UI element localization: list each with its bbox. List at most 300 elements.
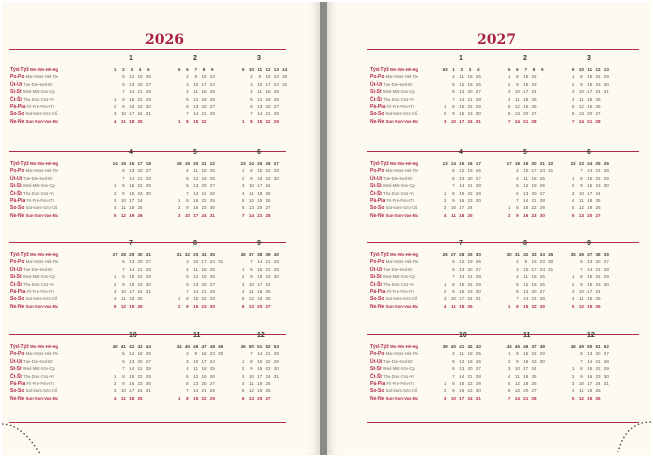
week-number: 37 [248, 252, 254, 257]
day-label-names: Tue-Die-Ked-Вт [382, 175, 413, 181]
day-row [111, 81, 152, 88]
day-cell: 23 [595, 81, 601, 87]
week-number: 8 [532, 67, 536, 72]
day-cell: 28 [603, 358, 609, 364]
day-cell: 24 [531, 89, 537, 95]
day-cell: 25 [475, 351, 481, 357]
day-cell [441, 266, 449, 273]
day-cell: 7 [507, 118, 511, 124]
day-cell: 9 [580, 183, 583, 189]
day-cell [569, 266, 577, 273]
day-cell: 27 [539, 190, 545, 196]
day-cell: 1 [113, 373, 117, 379]
day-cell [239, 73, 247, 80]
day-cell [546, 197, 554, 204]
day-cell: 15 [459, 104, 465, 109]
day-label-short: Po-Po [10, 168, 25, 175]
day-cell: 21 [265, 259, 271, 265]
day-cell: 27 [595, 212, 601, 218]
week-numbers-row [111, 160, 152, 167]
day-cell: 6 [122, 259, 125, 265]
day-cell: 10 [514, 89, 520, 95]
day-cell: 25 [595, 388, 601, 394]
day-label-short: St-St [10, 274, 22, 281]
bottom-rule [9, 422, 286, 423]
day-label [370, 395, 418, 402]
day-cell: 25 [467, 303, 473, 309]
day-cell: 17 [257, 183, 263, 189]
day-cell [441, 73, 449, 80]
day-row [175, 358, 225, 365]
day-cell: 21 [523, 395, 529, 401]
day-cell [272, 387, 280, 394]
day-cell [216, 273, 224, 280]
day-label-names: Sat-Sam-Szo-Сб [24, 388, 58, 394]
day-cell: 4 [571, 296, 575, 302]
week-number: 23 [240, 161, 246, 166]
month-label: 5 [523, 149, 527, 156]
day-label-short: So-So [10, 205, 25, 212]
day-cell: 23 [201, 205, 207, 211]
day-cell [216, 266, 224, 273]
day-label-names: Sun-Son-Vas-Вс [384, 303, 419, 309]
week-number: 25 [257, 161, 263, 166]
day-label [10, 88, 55, 95]
day-cell: 4 [241, 289, 245, 294]
month-label: 9 [257, 240, 261, 247]
day-cell: 27 [539, 289, 545, 294]
day-row [505, 81, 538, 88]
week-number: 9 [571, 67, 575, 72]
day-cell [175, 110, 183, 117]
day-cell: 19 [523, 381, 529, 386]
day-row [111, 204, 152, 211]
day-cell: 10 [450, 118, 456, 124]
week-number: 4 [138, 67, 142, 72]
day-cell: 26 [531, 104, 537, 109]
day-cell: 7 [250, 259, 253, 265]
day-label [10, 212, 58, 219]
day-cell: 2 [571, 281, 575, 287]
day-row [175, 273, 225, 280]
day-cell: 15 [523, 205, 529, 211]
day-cell: 4 [113, 395, 117, 401]
week-number: 12 [595, 67, 601, 72]
day-row [111, 182, 152, 189]
day-cell [239, 96, 247, 103]
day-row [111, 303, 152, 310]
day-label-names: Fri-Fre-Pén-Пт [385, 104, 415, 109]
week-number: 21 [539, 161, 545, 166]
day-cell: 26 [209, 96, 215, 102]
day-cell: 7 [452, 274, 455, 280]
week-number: 24 [248, 161, 254, 166]
day-cell [505, 281, 513, 288]
day-label [10, 258, 58, 265]
week-number: 23 [578, 161, 584, 166]
day-label-names: Wo-Wo-Hé-Hg [28, 344, 59, 349]
section-rule [9, 151, 286, 152]
day-cell: 26 [475, 168, 481, 174]
day-label-names: Fri-Fre-Pén-Пт [25, 104, 55, 109]
day-cell: 23 [595, 373, 601, 379]
day-label-names: Mon-Mon-Hét-Пн [24, 168, 58, 174]
day-cell: 12 [193, 175, 199, 181]
day-cell: 6 [452, 366, 455, 372]
week-numbers-row [505, 343, 546, 350]
month-label: 8 [523, 240, 527, 247]
day-cell [441, 350, 449, 357]
day-cell: 24 [265, 183, 271, 189]
day-cell: 24 [595, 89, 601, 95]
day-cell: 12 [459, 259, 465, 265]
day-cell: 14 [587, 168, 593, 174]
day-label [10, 175, 53, 182]
day-cell: 22 [265, 266, 271, 272]
day-label [10, 350, 58, 357]
day-label-short: Pá-Pia [370, 104, 386, 110]
day-cell: 2 [241, 175, 245, 181]
month-label: 5 [193, 149, 197, 156]
day-cell [175, 266, 183, 273]
day-cell [272, 303, 280, 310]
day-cell: 27 [475, 266, 481, 272]
day-cell: 29 [145, 183, 151, 189]
week-number: 22 [548, 161, 554, 166]
week-number: 51 [595, 344, 601, 349]
day-row [175, 175, 216, 182]
day-row [505, 373, 546, 380]
day-label-short: Út-Ut [10, 81, 23, 88]
day-row [175, 110, 216, 117]
day-cell: 7 [571, 118, 575, 124]
week-number: 15 [120, 161, 126, 166]
day-cell [505, 258, 513, 265]
day-row [569, 167, 610, 174]
day-cell [144, 212, 152, 219]
day-cell: 14 [257, 111, 263, 117]
week-number: 40 [112, 344, 118, 349]
day-row [239, 387, 280, 394]
day-cell [216, 380, 224, 387]
day-row [175, 73, 216, 80]
day-cell [602, 118, 610, 125]
day-cell: 3 [186, 81, 189, 87]
day-cell: 21 [587, 118, 593, 124]
day-cell: 31 [475, 118, 481, 124]
day-cell: 12 [129, 351, 135, 357]
day-cell: 21 [137, 266, 143, 272]
day-cell: 8 [122, 274, 125, 280]
day-label-short: Po-Po [370, 259, 385, 266]
day-cell [505, 182, 513, 189]
day-cell: 17 [587, 381, 593, 386]
day-cell: 28 [595, 118, 601, 124]
day-cell: 11 [579, 198, 584, 203]
day-row [175, 197, 216, 204]
week-number: 28 [459, 252, 465, 257]
day-cell: 8 [516, 205, 519, 211]
day-cell: 17 [459, 395, 465, 401]
week-number: 48 [570, 344, 576, 349]
day-cell: 11 [523, 175, 529, 181]
day-row [175, 395, 225, 402]
day-cell: 14 [459, 373, 465, 379]
day-cell: 18 [467, 351, 473, 357]
day-row [505, 175, 555, 182]
day-cell [111, 258, 119, 265]
day-label-names: Wo-Wo-Hé-Hg [388, 344, 419, 349]
day-cell: 2 [113, 190, 117, 196]
day-cell: 13 [193, 381, 199, 386]
day-cell: 24 [265, 373, 271, 379]
day-cell: 8 [452, 190, 455, 196]
day-cell: 23 [137, 381, 143, 386]
day-label [370, 266, 413, 273]
day-cell [239, 103, 247, 110]
day-label-names: Wed-Mitt-Sze-Ср [21, 183, 55, 189]
week-number: 44 [145, 344, 151, 349]
day-cell: 9 [122, 190, 125, 196]
day-cell: 6 [186, 104, 189, 109]
day-cell: 20 [595, 351, 601, 357]
day-label-names: Tue-Die-Ked-Вт [22, 81, 53, 87]
day-cell: 8 [186, 118, 189, 124]
day-label [10, 380, 54, 387]
day-cell: 6 [122, 81, 125, 87]
book-spine [320, 2, 327, 455]
day-label [370, 81, 413, 88]
day-label-short: Pá-Pia [370, 289, 386, 295]
day-label-names: Wo-Wo-Hé-Hg [388, 252, 419, 257]
day-cell: 6 [452, 175, 455, 181]
day-cell: 12 [578, 205, 584, 211]
day-label-names: Mon-Mon-Hét-Пн [384, 168, 418, 174]
day-cell: 13 [578, 212, 584, 218]
day-cell: 23 [273, 74, 279, 80]
day-cell: 19 [201, 274, 207, 280]
day-cell [505, 273, 513, 280]
day-cell: 28 [603, 168, 609, 174]
day-cell [175, 387, 183, 394]
day-label-names: Tue-Die-Ked-Вт [22, 175, 53, 181]
day-label-names: Fri-Fre-Pén-Пт [25, 381, 55, 386]
week-number: 5 [147, 67, 150, 72]
day-label [10, 167, 58, 174]
day-label [370, 251, 418, 258]
day-label [370, 380, 414, 387]
day-cell: 24 [467, 205, 473, 211]
week-number: 2 [122, 67, 125, 72]
day-cell: 11 [451, 303, 456, 309]
month-label: 12 [257, 332, 265, 339]
day-cell: 3 [241, 183, 245, 189]
day-label [370, 167, 418, 174]
day-cell: 9 [580, 81, 583, 87]
day-cell: 28 [603, 266, 609, 272]
day-cell [111, 365, 119, 372]
day-cell: 26 [531, 381, 537, 386]
day-cell: 11 [193, 366, 199, 372]
day-row [505, 281, 555, 288]
day-cell [602, 288, 610, 295]
day-cell: 27 [145, 168, 151, 174]
day-cell: 12 [514, 104, 520, 109]
day-cell: 20 [257, 205, 263, 211]
day-cell [175, 167, 183, 174]
day-label-short: Po-Po [10, 74, 25, 81]
day-row [569, 212, 610, 219]
day-cell: 23 [209, 74, 215, 80]
day-cell: 20 [265, 104, 271, 109]
week-number: 21 [201, 161, 207, 166]
day-cell: 13 [523, 289, 529, 294]
day-cell: 24 [137, 111, 143, 117]
day-cell: 13 [248, 303, 254, 309]
week-number: 32 [523, 252, 529, 257]
day-cell: 24 [595, 190, 601, 196]
day-cell [111, 358, 119, 365]
month-label: 1 [459, 55, 463, 62]
day-cell: 11 [579, 96, 584, 102]
day-cell: 6 [452, 266, 455, 272]
day-cell: 1 [571, 366, 575, 372]
day-cell: 11 [121, 395, 126, 401]
day-label-short: Týd-Týž [10, 344, 29, 350]
day-label [370, 365, 415, 372]
day-cell: 22 [467, 104, 473, 109]
day-cell: 14 [248, 212, 254, 218]
day-cell: 29 [539, 205, 545, 211]
day-cell: 27 [265, 395, 271, 401]
day-row [569, 175, 610, 182]
day-cell: 27 [531, 111, 537, 117]
day-cell [505, 266, 513, 273]
week-number: 50 [587, 344, 593, 349]
day-row [569, 96, 610, 103]
day-cell [280, 96, 288, 103]
day-cell [216, 295, 224, 302]
day-cell: 2 [516, 259, 519, 265]
day-cell: 3 [241, 281, 245, 287]
day-row [569, 387, 610, 394]
day-cell: 16 [587, 81, 593, 87]
day-cell: 21 [201, 289, 207, 294]
day-label-short: Čt-Št [370, 373, 382, 380]
day-cell [441, 373, 449, 380]
week-number: 10 [578, 67, 584, 72]
day-label-names: Sat-Sam-Szo-Сб [24, 296, 58, 302]
week-numbers-row [441, 343, 482, 350]
day-row [175, 288, 225, 295]
day-cell: 14 [514, 118, 520, 124]
day-cell: 11 [249, 289, 254, 294]
day-cell: 6 [186, 281, 189, 287]
day-cell: 10 [257, 81, 263, 87]
day-cell: 18 [129, 296, 135, 302]
day-cell [602, 190, 610, 197]
day-cell: 20 [201, 381, 207, 386]
day-cell: 14 [523, 198, 529, 203]
day-cell: 26 [137, 212, 143, 218]
day-label [10, 73, 58, 80]
week-numbers-row [505, 160, 555, 167]
day-cell: 4 [571, 96, 575, 102]
day-label-names: Mon-Mon-Hét-Пн [24, 351, 58, 357]
week-number: 8 [202, 67, 206, 72]
day-cell: 19 [201, 96, 207, 102]
day-row [175, 190, 216, 197]
day-label-short: Týd-Týž [10, 252, 29, 258]
day-cell: 6 [452, 89, 455, 95]
day-cell: 13 [248, 395, 254, 401]
day-cell: 17 [523, 89, 529, 95]
day-cell [272, 288, 280, 295]
day-cell: 27 [603, 259, 609, 265]
day-cell: 16 [129, 190, 135, 196]
week-number: 27 [450, 252, 456, 257]
day-cell: 25 [137, 296, 143, 302]
day-cell: 5 [452, 259, 455, 265]
day-row [505, 96, 538, 103]
day-cell: 7 [452, 183, 455, 189]
day-cell [216, 303, 224, 310]
day-cell: 29 [145, 96, 151, 102]
week-number: 7 [194, 67, 198, 72]
day-cell: 23 [265, 175, 271, 181]
week-number: 52 [603, 344, 609, 349]
day-cell: 22 [137, 183, 143, 189]
day-cell: 20 [467, 366, 473, 372]
week-number: 11 [257, 67, 263, 72]
day-label-short: Út-Ut [370, 81, 383, 88]
day-cell: 28 [265, 212, 271, 218]
day-cell: 13 [129, 358, 135, 364]
week-number: 49 [218, 344, 224, 349]
day-cell: 5 [571, 205, 575, 211]
day-label [370, 73, 418, 80]
day-label-names: Mon-Mon-Hét-Пн [384, 351, 418, 357]
day-cell: 10 [120, 111, 126, 117]
day-label-names: Wed-Mitt-Sze-Ср [381, 183, 415, 189]
day-cell: 18 [201, 89, 207, 95]
day-cell [546, 175, 554, 182]
day-cell: 31 [548, 266, 554, 272]
day-cell [216, 395, 224, 402]
day-cell: 14 [129, 89, 135, 95]
day-cell: 26 [273, 96, 279, 102]
day-row [111, 212, 152, 219]
day-cell [144, 303, 152, 310]
day-cell [538, 373, 546, 380]
day-row [111, 358, 152, 365]
day-label [10, 197, 54, 204]
day-cell: 27 [595, 111, 601, 117]
day-cell: 11 [459, 351, 465, 357]
day-cell: 1 [177, 118, 181, 124]
day-label [10, 343, 58, 350]
day-label-names: Thu-Don-Csü-Чт [21, 373, 55, 379]
week-numbers-row [111, 343, 152, 350]
day-cell: 5 [186, 373, 189, 379]
day-cell: 20 [467, 266, 473, 272]
day-cell: 21 [467, 274, 473, 280]
day-cell: 1 [241, 358, 245, 364]
day-cell: 28 [539, 296, 545, 302]
week-number: 20 [193, 161, 199, 166]
day-label [370, 88, 415, 95]
day-cell: 26 [539, 183, 545, 189]
